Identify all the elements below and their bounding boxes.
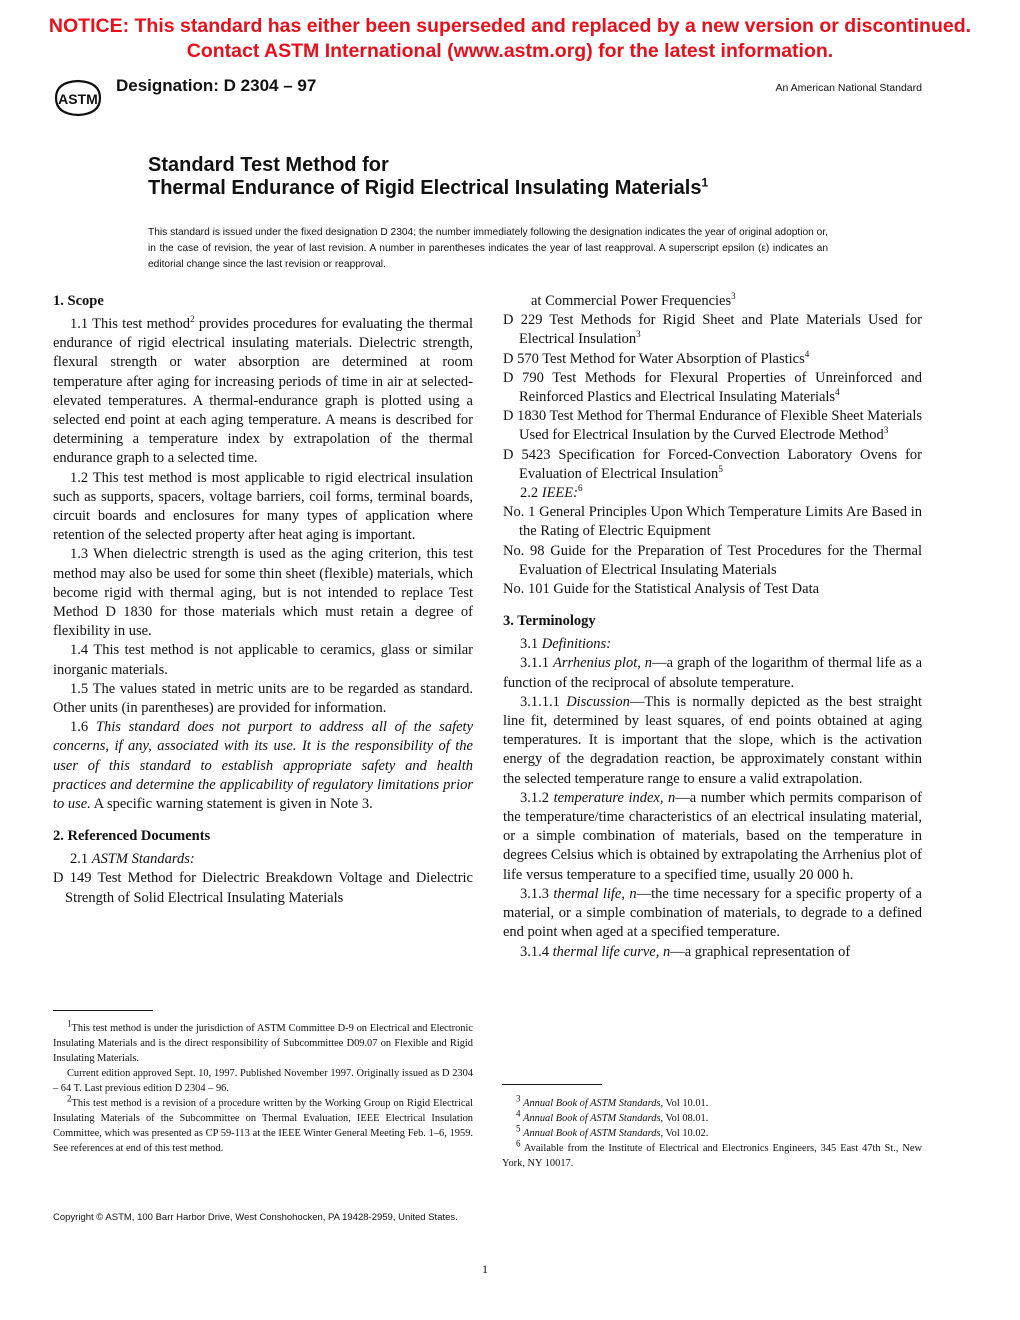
scope-1-5: 1.5 The values stated in metric units are to be regarded as standard. Other units (in parentheses) are provided for information. xyxy=(53,680,473,717)
national-standard-label: An American National Standard xyxy=(775,82,922,94)
footnote-2: $^2$This test method is a revision of a procedure written by the Working Group on Rigid Electrical Insulating Materials of the Subcommittee on Thermal Evaluation, IEEE Electrical Insulation Committee, which was presented as CP 59-113 at the IEEE Winter General Meeting Feb. 1–6, 1959. See references at end of this test method. xyxy=(53,1093,473,1154)
scope-1-2: 1.2 This test method is most applicable to rigid electrical insulation such as supports, spacers, voltage barriers, coil forms, terminal boards, circuit boards and enclosures for many types of application where retention of the selected property after heat aging is important. xyxy=(53,469,473,544)
footnote-rule-left xyxy=(53,1010,153,1011)
ref-d1830: D 1830 Test Method for Thermal Endurance of Flexible Sheet Materials Used for Electrical Insulation by the Curved Electrode Method$^3$ xyxy=(503,408,922,444)
designation: Designation: D 2304 – 97 xyxy=(116,76,317,95)
term-3-1-2: 3.1.2 temperature index, n—a number which permits comparison of the temperature/time characteristics of an electrical insulating material, or a simple combination of materials, based on the temperature in degrees Celsius which is obtained by extrapolating the Arrhenius plot of life versus temperature to a specified time, usually 20 000 h. xyxy=(503,789,922,883)
footnotes-left xyxy=(53,1018,473,1156)
right-column xyxy=(503,292,922,962)
astm-logo-icon xyxy=(52,78,104,118)
term-3-1-1: 3.1.1 Arrhenius plot, n—a graph of the logarithm of thermal life as a function of the reciprocal of absolute temperature. xyxy=(503,655,923,691)
ref-ieee-1: No. 1 General Principles Upon Which Temperature Limits Are Based in the Rating of Electric Equipment xyxy=(503,504,922,540)
footnote-1-edition: Current edition approved Sept. 10, 1997. Published November 1997. Originally issued as D 2304 – 64 T. Last previous edition D 2304 – 96. xyxy=(53,1068,473,1094)
ref-d790: D 790 Test Methods for Flexural Properties of Unreinforced and Reinforced Plastics and Electrical Insulating Materials$^4$ xyxy=(503,369,922,406)
ref-ieee-101: No. 101 Guide for the Statistical Analysis of Test Data xyxy=(503,581,820,598)
scope-1-1: 1.1 This test method$^2$ provides procedures for evaluating the thermal endurance of rigid electrical insulating materials. Dielectric strength, flexural strength or water absorption are determined at room temperature after aging for increasing periods of time in air at selected-elevated temperatures. A thermal-endurance graph is plotted using a selected end point at each aging temperature. A means is described for determining a temperature index by extrapolation of the thermal endurance graph to a selected time. xyxy=(53,314,473,467)
ref-d149-cont: at Commercial Power Frequencies$^3$ xyxy=(531,291,736,309)
page-number: 1 xyxy=(482,1262,488,1276)
ref-d570: D 570 Test Method for Water Absorption of Plastics$^4$ xyxy=(503,348,810,367)
term-3-1-1-1: 3.1.1.1 Discussion—This is normally depicted as the best straight line fit, determined by least squares, of end points obtained at aging temperatures. It is important that the slope, which is the activation energy of the degradation reaction, be approximately constant within the selected temperature range to ensure a valid extrapolation. xyxy=(503,693,923,787)
title-text: Thermal Endurance of Rigid Electrical Insulating Materials xyxy=(148,177,702,199)
ref-d229: D 229 Test Methods for Rigid Sheet and Plate Materials Used for Electrical Insulation$^3$ xyxy=(503,312,922,348)
footnote-rule-right xyxy=(502,1084,602,1085)
title-line-2 xyxy=(148,177,708,200)
copyright: Copyright © ASTM, 100 Barr Harbor Drive, West Conshohocken, PA 19428-2959, United States. xyxy=(53,1212,458,1223)
scope-1-4: 1.4 This test method is not applicable to ceramics, glass or similar inorganic materials. xyxy=(53,642,473,678)
issued-note: This standard is issued under the fixed designation D 2304; the number immediately following the designation indicates the year of original adoption or, in the case of revision, the year of last revision. A number in parentheses indicates the year of last reapproval. A superscript epsilon (ε) indicates an editorial change since the last revision or reapproval. xyxy=(148,227,828,270)
refdocs-heading: 2. Referenced Documents xyxy=(53,828,211,845)
footnote-3: $^3$ Annual Book of ASTM Standards, Vol 10.01. xyxy=(516,1093,709,1109)
terminology-heading: 3. Terminology xyxy=(503,613,596,630)
refdocs-2-2: 2.2 IEEE:$^6$ xyxy=(520,483,583,502)
scope-1-3: 1.3 When dielectric strength is used as the aging criterion, this test method may also be used for some thin sheet (flexible) materials, which become rigid with thermal aging, but is not intended to replace Test Method D 1830 for those materials which must retain a degree of flexibility in use. xyxy=(53,546,473,640)
footnotes-right xyxy=(502,1093,923,1171)
term-3-1-3: 3.1.3 thermal life, n—the time necessary for a specific property of a material, or a simple combination of materials, to degrade to a defined end point when aged at a specified temperature. xyxy=(503,885,922,941)
ref-ieee-98: No. 98 Guide for the Preparation of Test Procedures for the Thermal Evaluation of Electrical Insulating Materials xyxy=(503,542,922,578)
notice-banner xyxy=(0,14,1020,64)
ref-d149: D 149 Test Method for Dielectric Breakdown Voltage and Dielectric Strength of Solid Electrical Insulating Materials xyxy=(53,870,473,906)
scope-1-6: 1.6 This standard does not purport to address all of the safety concerns, if any, associated with its use. It is the responsibility of the user of this standard to establish appropriate safety and health practices and determine the applicability of regulatory limitations prior to use. A specific warning statement is given in Note 3. xyxy=(53,719,474,813)
footnote-1: $^1$This test method is under the jurisdiction of ASTM Committee D-9 on Electrical and Electronic Insulating Materials and is the direct responsibility of Subcommittee D09.07 on Flexible and Rigid Insulating Materials. xyxy=(53,1018,473,1064)
title-line-1: Standard Test Method for xyxy=(148,154,389,176)
footnote-6: $^6$ Available from the Institute of Electrical and Electronics Engineers, 345 East 47th St., New York, NY 10017. xyxy=(502,1138,923,1169)
footnote-5: $^5$ Annual Book of ASTM Standards, Vol 10.02. xyxy=(516,1123,709,1139)
term-3-1: 3.1 Definitions: xyxy=(520,636,612,653)
svg-text:ASTM: ASTM xyxy=(58,91,98,107)
notice-line-1: NOTICE: This standard has either been superseded and replaced by a new version or discontinued. xyxy=(48,15,972,37)
title-footnote-mark: 1 xyxy=(701,175,709,190)
refdocs-2-1: 2.1 ASTM Standards: xyxy=(70,851,195,868)
left-column xyxy=(53,292,473,908)
ref-d5423: D 5423 Specification for Forced-Convection Laboratory Ovens for Evaluation of Electrical Insulation$^5$ xyxy=(503,446,922,482)
notice-line-2: Contact ASTM International (www.astm.org) for the latest information. xyxy=(186,40,834,62)
scope-heading: 1. Scope xyxy=(53,293,104,309)
footnote-4: $^4$ Annual Book of ASTM Standards, Vol 08.01. xyxy=(516,1108,709,1124)
term-3-1-4: 3.1.4 thermal life curve, n—a graphical representation of xyxy=(520,943,851,960)
